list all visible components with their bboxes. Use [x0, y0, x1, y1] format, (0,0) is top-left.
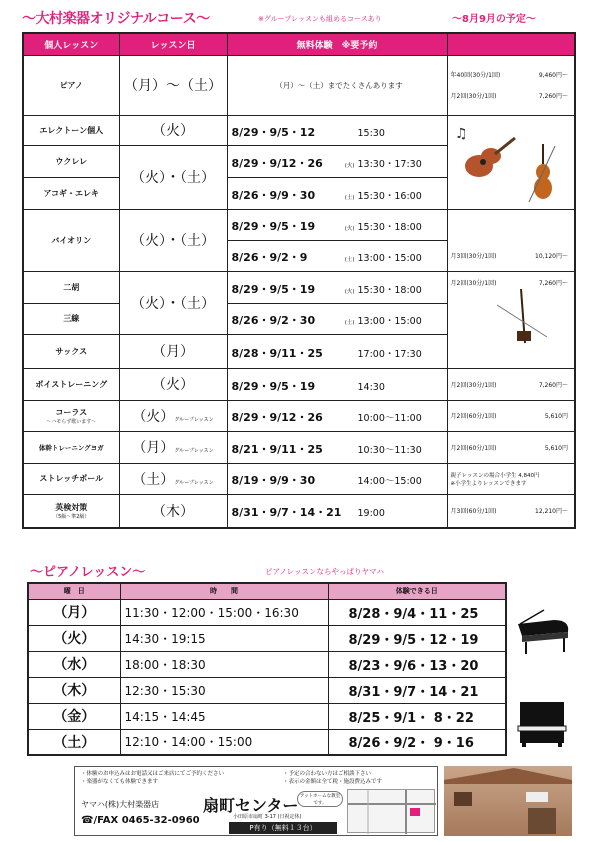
info-notes-left: ・体験のお申込みはお電話又はご来店にてご予約ください ・楽器がなくても体験できます	[81, 771, 225, 785]
parking-badge: P有り（無料１３台）	[229, 822, 337, 834]
table-header-row	[28, 583, 506, 599]
table-row	[23, 271, 575, 303]
table-row	[23, 494, 575, 528]
shop-address: 小田原市扇町 3-17 (日祝定休)	[233, 814, 302, 820]
trial-dates: 8/29・9/5・19 14:30	[227, 368, 447, 400]
course-name: アコギ・エレキ	[23, 177, 119, 209]
piano-time: 12:10・14:00・15:00	[120, 729, 328, 755]
table-row	[23, 115, 575, 145]
fee-cell: 月2回(60分/1回) 5,610円	[447, 400, 575, 431]
page-title: ～大村楽器オリジナルコース～	[22, 11, 210, 27]
col-header-day: 曜 日	[28, 583, 120, 599]
guitar-violin-icon	[451, 116, 571, 206]
col-header-personal: 個人レッスン	[23, 33, 119, 55]
lesson-day: （月）	[119, 334, 227, 368]
trial-dates: 8/29・9/12・26 (火) 13:30・17:30	[227, 145, 447, 177]
fee-cell: 親子レッスンの場合小学生 4,840円 ※小学生よりレッスンできます	[447, 463, 575, 494]
piano-section-title: ～ピアノレッスン～	[30, 565, 146, 580]
trial-dates: 8/31・9/7・14・21 19:00	[227, 494, 447, 528]
course-name: サックス	[23, 334, 119, 368]
shop-info-box	[74, 766, 438, 836]
table-row	[23, 209, 575, 240]
trial-dates: 8/21・9/11・25 10:30～11:30	[227, 431, 447, 463]
table-row	[23, 463, 575, 494]
piano-time: 14:30・19:15	[120, 625, 328, 651]
lesson-day: （土）グループレッスン	[119, 463, 227, 494]
trial-dates: 8/26・9/9・30 (土) 15:30・16:00	[227, 177, 447, 209]
fee-cell: 年40回(30分/1回) 9,460円～ 月2回(30分/1回) 7,260円～	[447, 55, 575, 115]
piano-day: （水）	[28, 651, 120, 677]
piano-day: （金）	[28, 703, 120, 729]
col-header-fee	[447, 33, 575, 55]
lesson-day: （月）グループレッスン	[119, 431, 227, 463]
svg-text:♫: ♫	[454, 126, 468, 142]
trial-dates: 8/29・9/12・26 10:00～11:00	[227, 400, 447, 431]
piano-time: 18:00・18:30	[120, 651, 328, 677]
course-name: ピアノ	[23, 55, 119, 115]
piano-dates: 8/29・9/5・12・19	[328, 625, 506, 651]
course-name: 三線	[23, 303, 119, 334]
course-name: 体幹トレーニングヨガ	[23, 431, 119, 463]
trial-dates: 8/29・9/5・12 15:30	[227, 115, 447, 145]
map-icon	[348, 790, 436, 834]
table-row	[23, 368, 575, 400]
trial-dates: 8/19・9/9・30 14:00～15:00	[227, 463, 447, 494]
shop-company: ヤマハ(株)大村楽器店	[81, 800, 160, 809]
phone-number[interactable]: ☎/FAX 0465-32-0960	[81, 815, 200, 826]
course-name: ウクレレ	[23, 145, 119, 177]
course-name: 二胡	[23, 271, 119, 303]
period-label: ～8月9月の予定～	[452, 14, 536, 25]
col-header-trial-days: 体験できる日	[328, 583, 506, 599]
piano-day: （土）	[28, 729, 120, 755]
piano-dates: 8/28・9/4・11・25	[328, 599, 506, 625]
piano-dates: 8/31・9/7・14・21	[328, 677, 506, 703]
upright-piano-icon	[516, 700, 568, 748]
table-row	[28, 677, 506, 703]
fee-cell-blank	[447, 209, 575, 240]
col-header-trial: 無料体験 ※要予約	[227, 33, 447, 55]
piano-dates: 8/23・9/6・13・20	[328, 651, 506, 677]
group-note: ※グループレッスンも組めるコースあり	[258, 15, 382, 23]
table-row	[23, 55, 575, 115]
lesson-day: （火）	[119, 115, 227, 145]
trial-dates: 8/26・9/2・30 (土) 13:00・15:00	[227, 303, 447, 334]
fee-cell: 月3回(30分/1回) 10,120円～	[447, 240, 575, 271]
piano-day: （火）	[28, 625, 120, 651]
lesson-day: （木）	[119, 494, 227, 528]
course-name: エレクトーン個人	[23, 115, 119, 145]
lesson-day: （火）グループレッスン	[119, 400, 227, 431]
course-table	[22, 32, 576, 529]
table-row	[28, 651, 506, 677]
instrument-illustration	[447, 115, 575, 209]
map-image	[347, 789, 435, 833]
table-row	[23, 431, 575, 463]
piano-day: （月）	[28, 599, 120, 625]
fee-cell: 月3回(60分/1回) 12,210円～	[447, 494, 575, 528]
trial-dates: 8/29・9/5・19 (火) 15:30・18:00	[227, 271, 447, 303]
fee-cell: 月2回(30分/1回) 7,260円～	[447, 271, 575, 368]
piano-day: （木）	[28, 677, 120, 703]
trial-dates: 8/29・9/5・19 (火) 15:30・18:00	[227, 209, 447, 240]
piano-time: 11:30・12:00・15:00・16:30	[120, 599, 328, 625]
trial-dates: 8/28・9/11・25 17:00・17:30	[227, 334, 447, 368]
info-notes-right: ・予定の合わない方はご相談下さい ・表示の金額は全て税・施設費込みです	[283, 771, 383, 785]
lesson-day: （火）・（土）	[119, 145, 227, 209]
grand-piano-icon	[514, 606, 572, 656]
piano-time: 14:15・14:45	[120, 703, 328, 729]
lesson-day: （月）～（土）	[119, 55, 227, 115]
course-name: コーラス ～ハモらず歌います～	[23, 400, 119, 431]
fee-cell: 月2回(60分/1回) 5,610円	[447, 431, 575, 463]
piano-time: 12:30・15:30	[120, 677, 328, 703]
fee-cell: 月2回(30分/1回) 7,260円～	[447, 368, 575, 400]
trial-note: （月）～（土）までたくさんあります	[227, 55, 447, 115]
piano-table	[27, 582, 507, 756]
trial-dates: 8/26・9/2・9 (土) 13:00・15:00	[227, 240, 447, 271]
course-name: ボイストレーニング	[23, 368, 119, 400]
building-icon	[444, 766, 572, 836]
table-row	[28, 625, 506, 651]
erhu-icon	[451, 287, 561, 347]
table-header-row	[23, 33, 575, 55]
speech-bubble: アットホームな教室です。	[297, 791, 343, 807]
course-name: 英検対策 （5級～準2級）	[23, 494, 119, 528]
course-name: ストレッチポール	[23, 463, 119, 494]
lesson-day: （火）・（土）	[119, 209, 227, 271]
building-photo	[444, 766, 572, 836]
table-row	[28, 729, 506, 755]
shop-name: 扇町センター	[203, 796, 299, 815]
col-header-time: 時 間	[120, 583, 328, 599]
table-row	[28, 703, 506, 729]
course-name: バイオリン	[23, 209, 119, 271]
piano-section-note: ピアノレッスンならやっぱりヤマハ	[265, 567, 384, 576]
table-row	[23, 400, 575, 431]
lesson-day: （火）	[119, 368, 227, 400]
piano-dates: 8/26・9/2・ 9・16	[328, 729, 506, 755]
lesson-day: （火）・（土）	[119, 271, 227, 334]
table-row	[28, 599, 506, 625]
piano-dates: 8/25・9/1・ 8・22	[328, 703, 506, 729]
col-header-lesson-day: レッスン日	[119, 33, 227, 55]
